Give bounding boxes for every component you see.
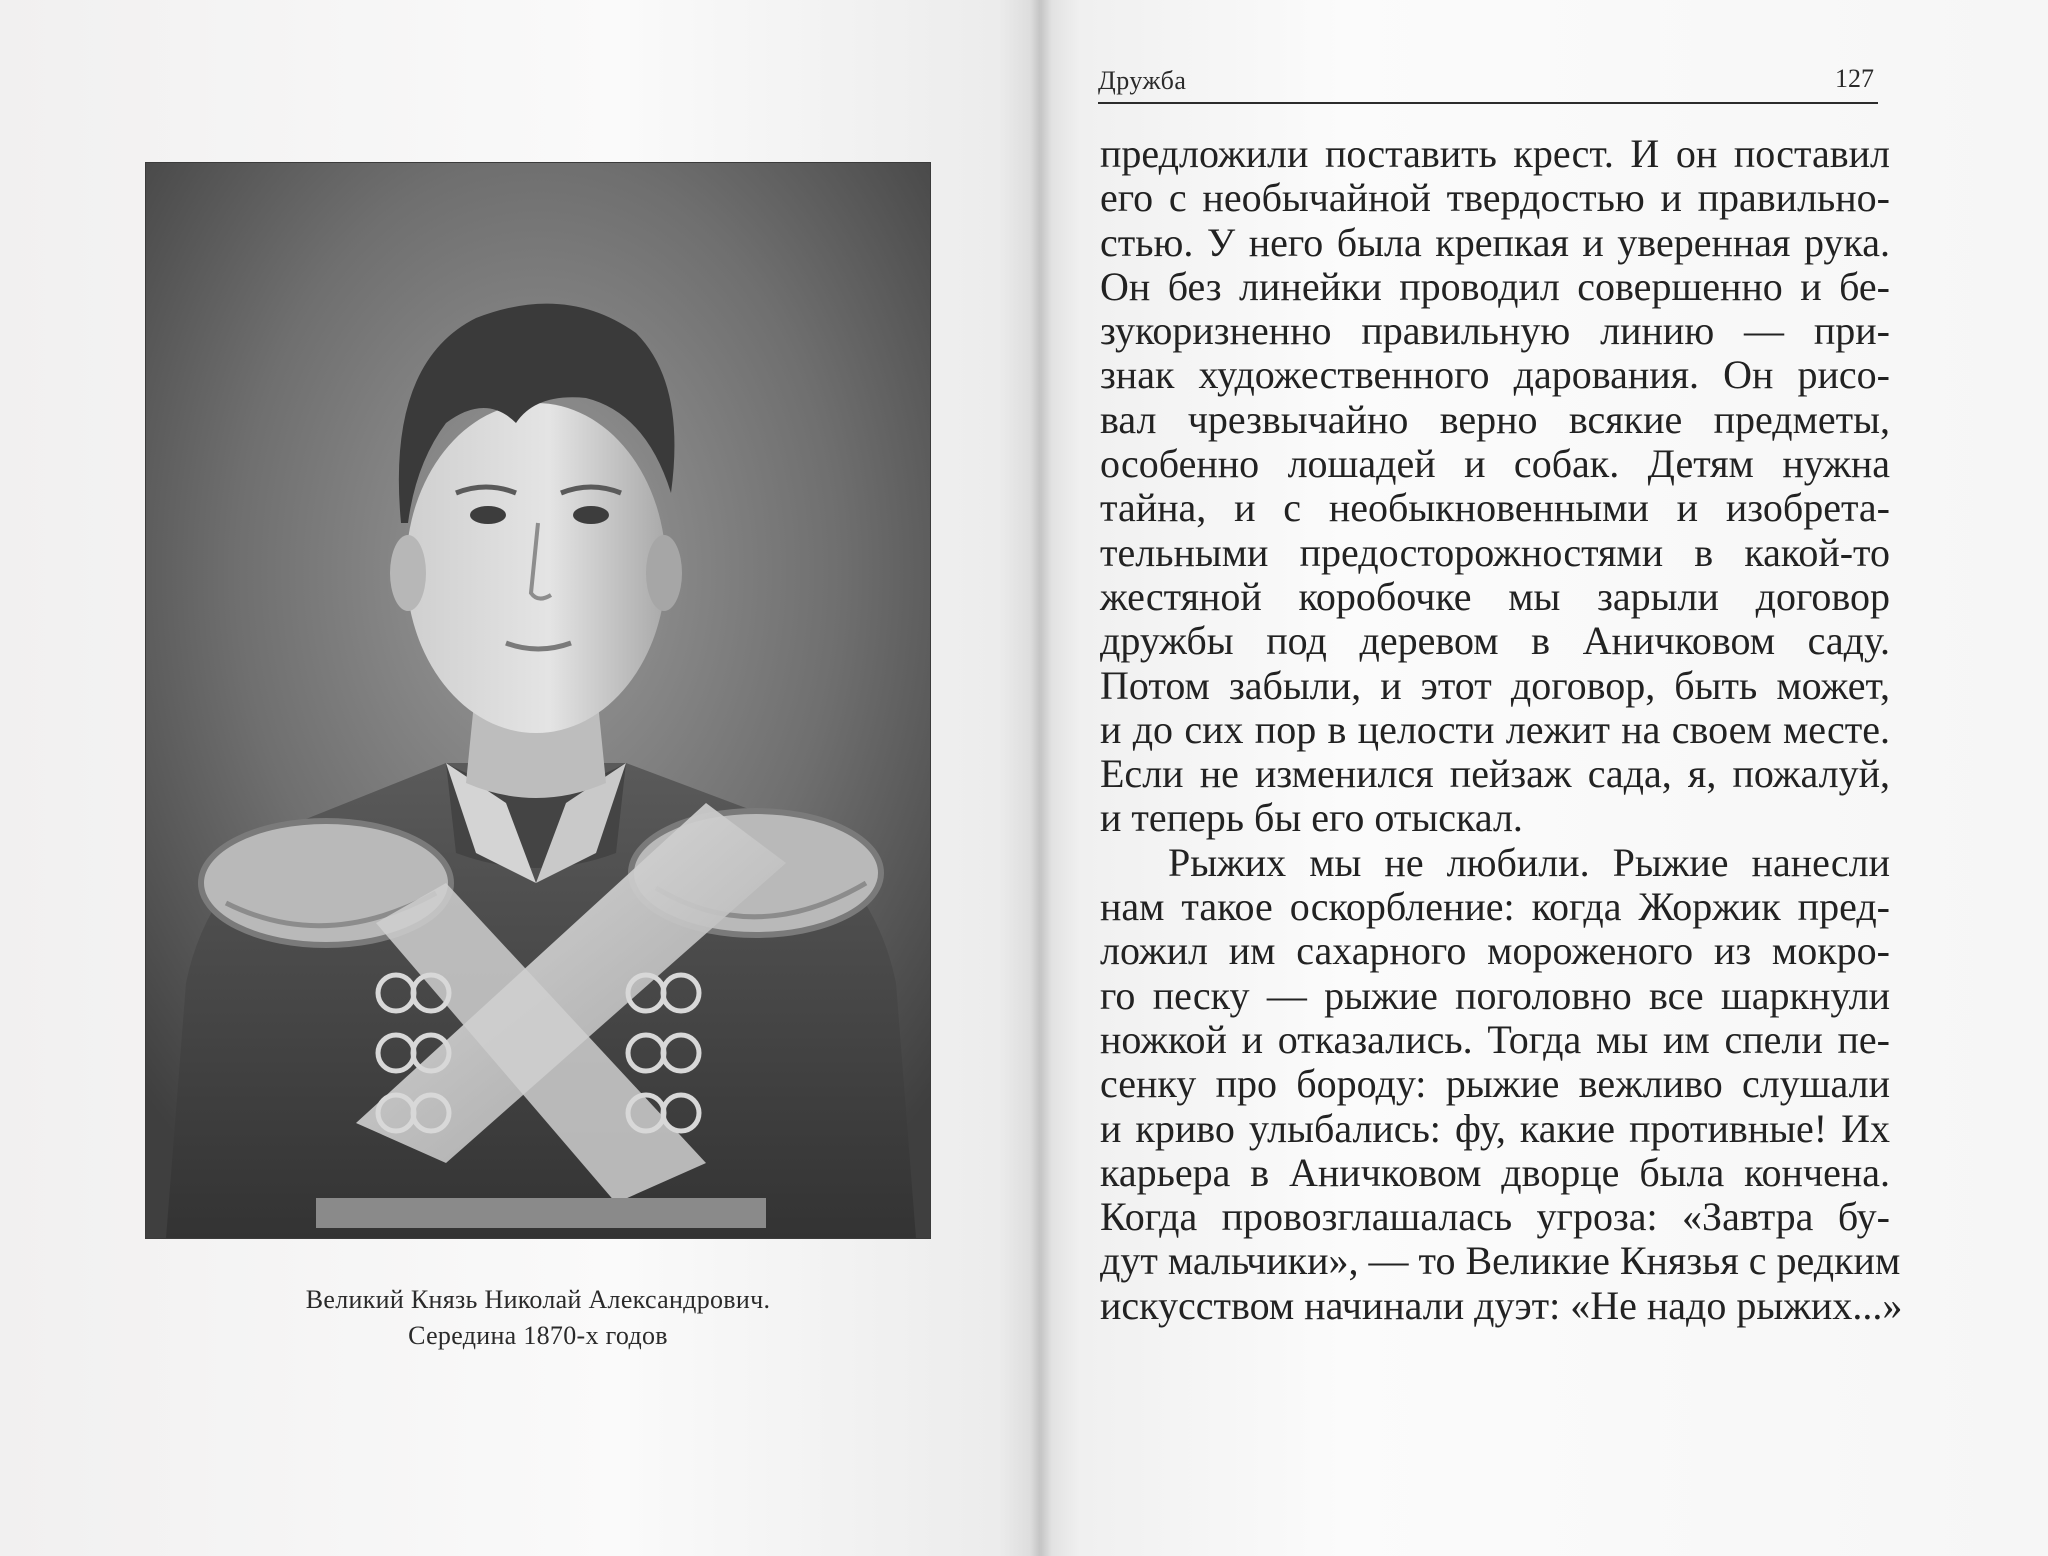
- text-line: зукоризненно правильную линию — при-: [1100, 308, 1890, 354]
- portrait-illustration: [146, 163, 930, 1238]
- text-line: жестяной коробочке мы зарыли договор: [1100, 573, 1890, 619]
- photo-caption: [146, 1282, 930, 1354]
- text-line: его с необычайной твердостью и правильно-: [1100, 175, 1890, 221]
- page-number: 127: [1835, 64, 1874, 93]
- chapter-title: Дружба: [1098, 66, 1187, 95]
- text-line: Потом забыли, и этот договор, быть может,: [1100, 662, 1890, 708]
- text-line: карьера в Аничковом дворце была кончена.: [1100, 1149, 1890, 1195]
- text-line: искусством начинали дуэт: «Не надо рыжих...»: [1100, 1282, 1903, 1328]
- text-line: тайна, и с необыкновенными и изобрета-: [1100, 485, 1890, 531]
- text-line: и криво улыбались: фу, какие противные! Их: [1100, 1105, 1890, 1151]
- paragraph-start: Рыжих мы не любили. Рыжие нанесли: [1168, 839, 1890, 885]
- text-line: особенно лошадей и собак. Детям нужна: [1100, 441, 1890, 487]
- text-line: и до сих пор в целости лежит на своем месте.: [1100, 706, 1890, 752]
- caption-line-2: Середина 1870-х годов: [408, 1321, 668, 1350]
- text-line: нам такое оскорбление: когда Жоржик пред-: [1100, 884, 1890, 930]
- text-line: и теперь бы его отыскал.: [1100, 795, 1523, 841]
- text-line: дружбы под деревом в Аничковом саду.: [1100, 618, 1890, 664]
- text-line: тельными предосторожностями в какой-то: [1100, 529, 1890, 575]
- body-text: [1100, 131, 1903, 1328]
- text-line: ножкой и отказались. Тогда мы им спели пе-: [1100, 1016, 1890, 1062]
- text-line: сенку про бороду: рыжие вежливо слушали: [1100, 1061, 1890, 1107]
- text-line: Он без линейки проводил совершенно и бе-: [1100, 263, 1890, 309]
- book-gutter: [1030, 0, 1052, 1556]
- text-line: ложил им сахарного мороженого из мокро-: [1100, 928, 1890, 974]
- running-head: [1098, 56, 1878, 104]
- text-line: дут мальчики», — то Великие Князья с редким: [1100, 1238, 1901, 1284]
- caption-line-1: Великий Князь Николай Александрович.: [305, 1285, 771, 1314]
- text-line: Если не изменился пейзаж сада, я, пожалуй,: [1100, 751, 1890, 797]
- text-line: Когда провозглашалась угроза: «Завтра бу-: [1100, 1194, 1890, 1240]
- text-line: предложили поставить крест. И он поставил: [1100, 131, 1890, 176]
- portrait-photo: [146, 163, 930, 1238]
- text-line: знак художественного дарования. Он рисо-: [1100, 352, 1890, 398]
- text-line: вал чрезвычайно верно всякие предметы,: [1100, 396, 1890, 442]
- text-line: стью. У него была крепкая и уверенная рука.: [1100, 219, 1890, 265]
- text-line: го песку — рыжие поголовно все шаркнули: [1100, 972, 1890, 1018]
